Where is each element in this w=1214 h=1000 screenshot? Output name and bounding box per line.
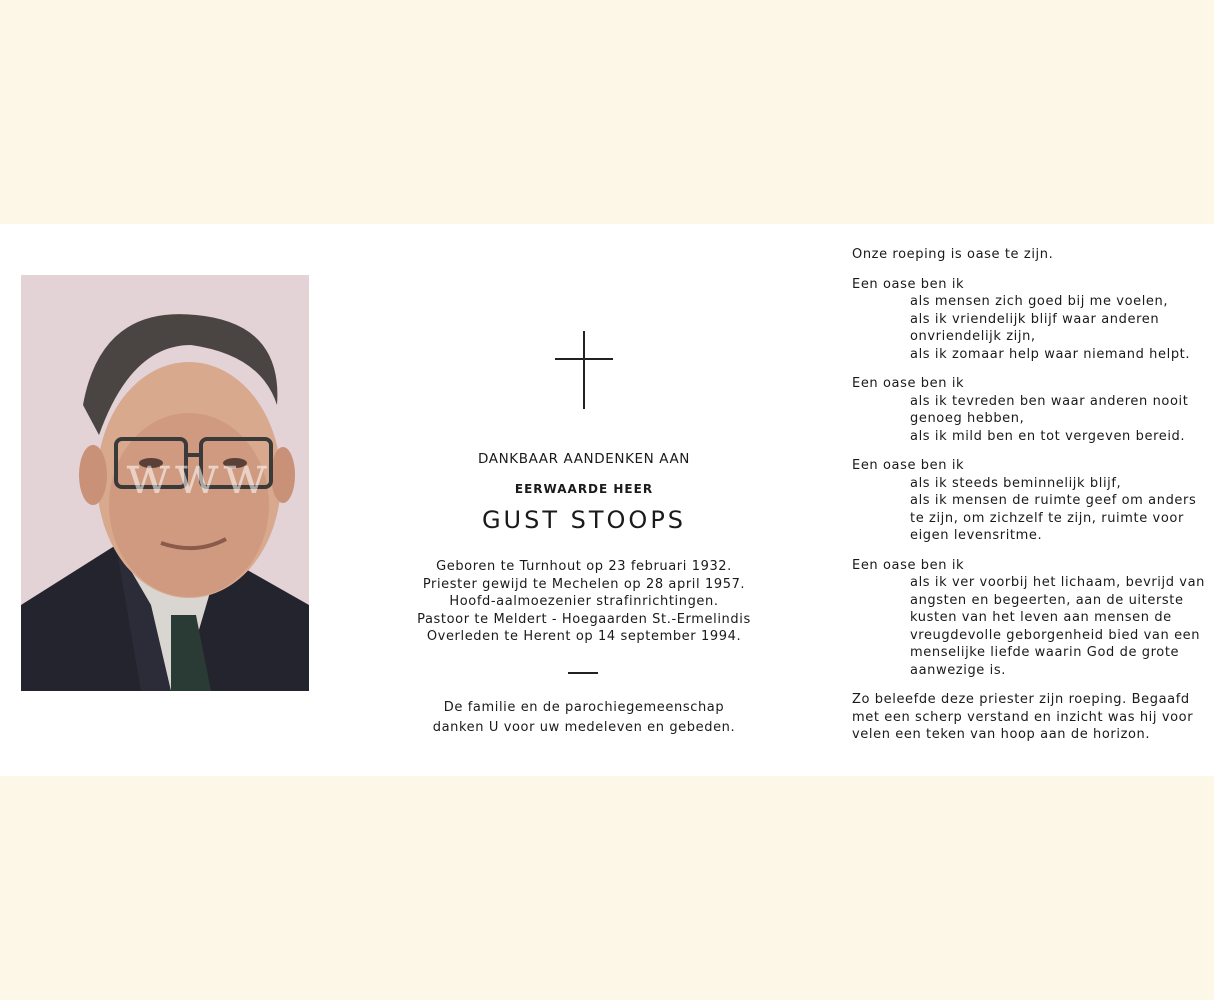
stanza-line: eigen levensritme. [910, 528, 1043, 543]
watermark: www [126, 446, 272, 506]
stanza-line: als ik zomaar help waar niemand helpt. [910, 346, 1191, 362]
stanza-line: te zijn, om zichzelf te zijn, ruimte voor [910, 510, 1184, 526]
deceased-name: GUST STOOPS [481, 506, 687, 534]
stanza-line: onvriendelijk zijn, [910, 329, 1036, 344]
stanza-head: Een oase ben ik [852, 458, 965, 473]
memorial-card [0, 224, 1214, 776]
bio-line: Hoofd-aalmoezenier strafinrichtingen. [449, 594, 719, 609]
closing-line: Zo beleefde deze priester zijn roeping. Begaafd [852, 692, 1190, 707]
stanza-line: als mensen zich goed bij me voelen, [910, 294, 1169, 309]
remembrance-heading: DANKBAAR AANDENKEN AAN [477, 451, 690, 467]
bio-line: Overleden te Herent op 14 september 1994. [426, 629, 742, 644]
cross-icon [555, 331, 613, 409]
poem-intro: Onze roeping is oase te zijn. [852, 247, 1054, 262]
stanza-line: als ik vriendelijk blijf waar anderen [910, 311, 1160, 327]
stanza-line: als ik ver voorbij het lichaam, bevrijd van [910, 575, 1206, 590]
poem [852, 246, 1206, 744]
stanza-line: als ik mild ben en tot vergeven bereid. [910, 428, 1186, 444]
closing-line: met een scherp verstand en inzicht was hij voor [852, 709, 1194, 725]
divider [568, 672, 598, 674]
closing-line: velen een teken van hoop aan de horizon. [852, 727, 1151, 742]
bio-line: Geboren te Turnhout op 23 februari 1932. [436, 559, 732, 574]
stanza-line: kusten van het leven aan mensen de [910, 610, 1172, 625]
bio-line: Pastoor te Meldert - Hoegaarden St.-Ermelindis [417, 611, 751, 627]
biography [384, 558, 784, 646]
stanza-head: Een oase ben ik [852, 557, 965, 573]
stanza-line: vreugdevolle geborgenheid bied van een [910, 627, 1201, 643]
bio-line: Priester gewijd te Mechelen op 28 april 1957. [422, 576, 746, 592]
thanks-line: danken U voor uw medeleven en gebeden. [432, 720, 736, 735]
honorific: EERWAARDE HEER [514, 482, 654, 496]
stanza-head: Een oase ben ik [852, 376, 965, 391]
stanza-line: angsten en begeerten, aan de uiterste [910, 592, 1184, 608]
thanks-line: De familie en de parochiegemeenschap [443, 700, 725, 715]
stanza-head: Een oase ben ik [852, 276, 965, 292]
stanza-line: genoeg hebben, [910, 411, 1025, 426]
stanza-line: menselijke liefde waarin God de grote [910, 645, 1180, 660]
stanza-line: als ik mensen de ruimte geef om anders [910, 493, 1197, 508]
stanza-line: als ik tevreden ben waar anderen nooit [910, 393, 1189, 409]
thanks-text [384, 698, 784, 738]
stanza-line: aanwezige is. [910, 662, 1006, 678]
stanza-line: als ik steeds beminnelijk blijf, [910, 475, 1122, 491]
